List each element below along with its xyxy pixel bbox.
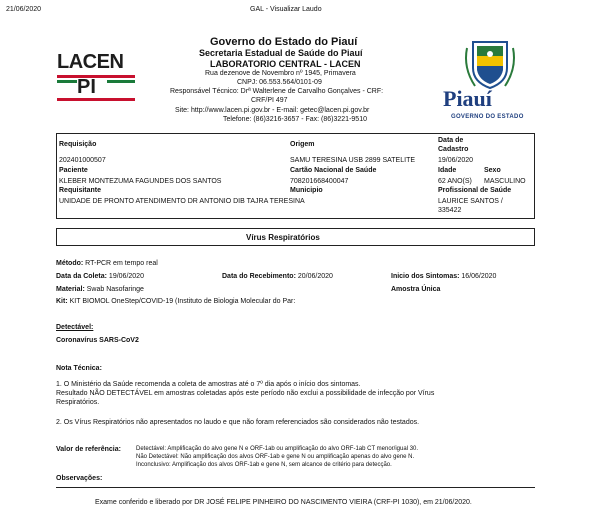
material-row: Material: Swab Nasofaringe: [56, 286, 144, 293]
ref-line-2: Não Detectável: Não amplificação dos alvos ORF-1ab e gene N ou amplificação apenas do alvo gene N.: [136, 454, 415, 460]
print-title: GAL - Visualizar Laudo: [250, 6, 322, 13]
profissional-value-2: 335422: [438, 207, 462, 214]
header-phone: Telefone: (86)3216-3657 - Fax: (86)3221-9510: [223, 116, 367, 123]
section-title: Vírus Respiratórios: [246, 233, 320, 242]
header-gov: Governo do Estado do Piauí: [210, 36, 358, 48]
origem-value: SAMU TERESINA USB 2899 SATELITE: [290, 157, 416, 164]
nota-title: Nota Técnica:: [56, 365, 102, 372]
data-cadastro-label-2: Cadastro: [438, 146, 469, 153]
nota1-line3: Respiratórios.: [56, 399, 100, 406]
requisitante-label: Requisitante: [59, 187, 102, 194]
sexo-value: MASCULINO: [484, 178, 526, 185]
requisicao-label: Requisição: [59, 141, 97, 148]
ref-line-3: Inconclusivo: Amplificação dos alvos ORF-1ab e gene N, sem alcance de critério para detecção.: [136, 462, 392, 468]
origem-label: Origem: [290, 141, 315, 148]
coleta-row: Data da Coleta: 19/06/2020: [56, 273, 144, 280]
header-resp1: Responsável Técnico: Drª Walterlene de Carvalho Gonçalves - CRF:: [170, 88, 384, 95]
data-cadastro-label-1: Data de: [438, 137, 464, 144]
sexo-label: Sexo: [484, 167, 501, 174]
idade-label: Idade: [438, 167, 457, 174]
header-resp2: CRF/PI 497: [251, 97, 288, 104]
nota2: 2. Os Vírus Respiratórios não apresentados no laudo e que não foram referenciados são considerados não testados.: [56, 419, 420, 426]
recebimento-row: Data do Recebimento: 20/06/2020: [222, 273, 333, 280]
header-secretaria: Secretaria Estadual de Saúde do Piauí: [199, 48, 363, 58]
lacen-logo: LACEN PI: [57, 51, 135, 107]
amostra-unica: Amostra Única: [391, 286, 441, 293]
idade-value: 62 ANO(S): [438, 178, 472, 185]
metodo-row: Método: RT-PCR em tempo real: [56, 260, 158, 267]
kit-row: Kit: KIT BIOMOL OneStep/COVID-19 (Instituto de Biologia Molecular do Par:: [56, 298, 296, 305]
ref-label: Valor de referência:: [56, 446, 121, 453]
profissional-value-1: LAURICE SANTOS /: [438, 198, 503, 205]
header-lab: LABORATORIO CENTRAL - LACEN: [210, 59, 361, 69]
result-label: Detectável:: [56, 324, 94, 331]
result-value: Coronavírus SARS-CoV2: [56, 337, 139, 344]
paciente-value: KLEBER MONTEZUMA FAGUNDES DOS SANTOS: [59, 178, 222, 185]
cartao-value: 708201668400047: [290, 178, 349, 185]
municipio-label: Municipio: [290, 187, 323, 194]
data-cadastro-value: 19/06/2020: [438, 157, 474, 164]
footer-release: Exame conferido e liberado por DR JOSÉ FELIPE PINHEIRO DO NASCIMENTO VIEIRA (CRF-PI 1030), em 21/06/2020.: [95, 499, 472, 506]
paciente-label: Paciente: [59, 167, 88, 174]
obs-label: Observações:: [56, 475, 103, 482]
print-date: 21/06/2020: [6, 6, 42, 13]
nota1-line1: 1. O Ministério da Saúde recomenda a coleta de amostras até o 7º dia após o início dos sintomas.: [56, 381, 361, 388]
sintomas-row: Inicio dos Sintomas: 16/06/2020: [391, 273, 497, 280]
header-cnpj: CNPJ: 06.553.564/0101-09: [237, 79, 322, 86]
piaui-logo: Piauí GOVERNO DO ESTADO: [435, 38, 545, 124]
obs-divider: [56, 487, 535, 488]
nota1-line2: Resultado NÃO DETECTÁVEL em amostras coletadas após este período não exclui a possibilidade de infecção por Vírus: [56, 390, 435, 397]
header-address: Rua dezenove de Novembro nº 1945, Primavera: [205, 70, 356, 77]
requisitante-value: UNIDADE DE PRONTO ATENDIMENTO DR ANTONIO DIB TAJRA TERESINA: [59, 198, 305, 205]
ref-line-1: Detectável: Amplificação do alvo gene N e ORF-1ab ou amplificação do alvo ORF-1ab CT menor/igual 30.: [136, 446, 419, 452]
cartao-label: Cartão Nacional de Saúde: [290, 167, 377, 174]
requisicao-value: 202401000507: [59, 157, 106, 164]
header-site: Site: http://www.lacen.pi.gov.br - E-mail: getec@lacen.pi.gov.br: [175, 107, 370, 114]
profissional-label: Profissional de Saúde: [438, 187, 512, 194]
